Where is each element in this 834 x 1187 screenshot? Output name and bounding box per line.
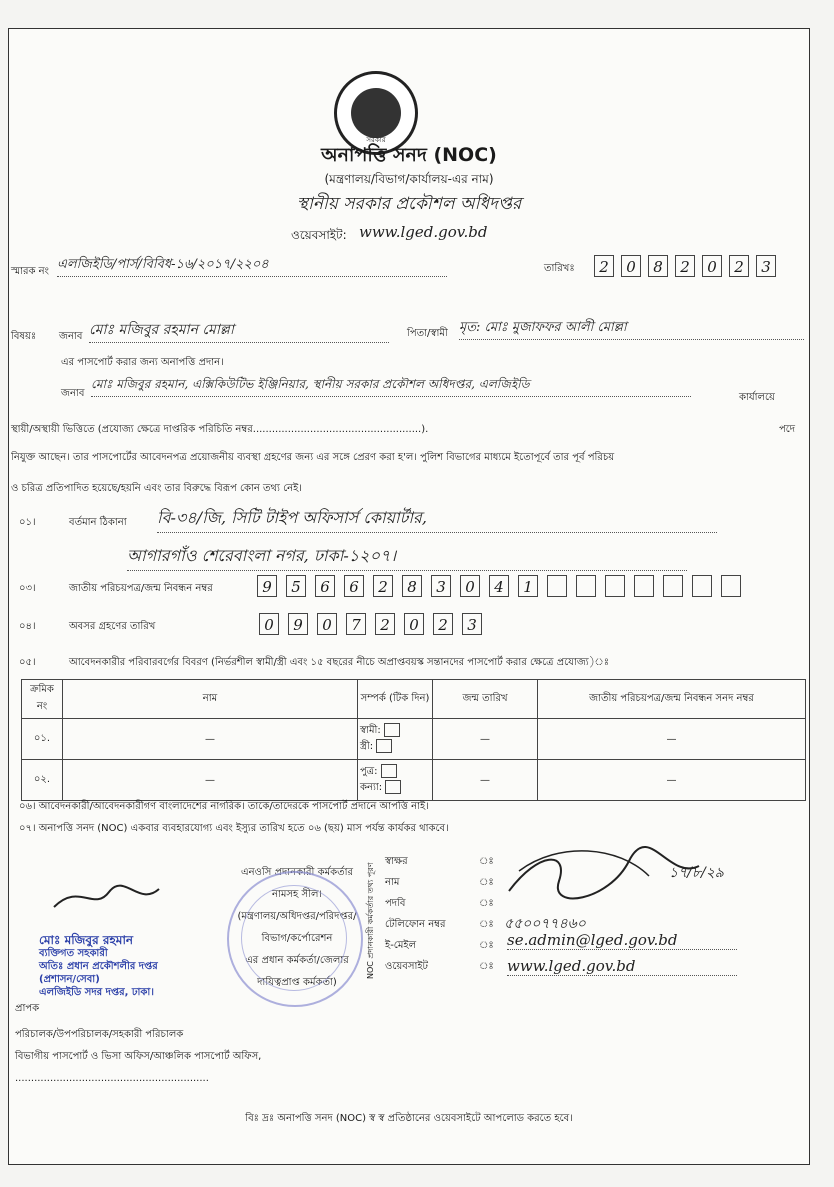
relation-option: স্ত্রী: xyxy=(360,741,374,752)
address-line2: আগারগাঁও শেরেবাংলা নগর, ঢাকা-১২০৭। xyxy=(127,543,687,571)
website-label: ওয়েবসাইট: xyxy=(291,228,347,242)
nid-digit-box xyxy=(605,575,625,597)
row-relation xyxy=(358,760,433,801)
recipient-line1: পরিচালক/উপপরিচালক/সহকারী পরিচালক xyxy=(15,1029,184,1040)
table-row xyxy=(22,719,806,760)
header-dob: জন্ম তারিখ xyxy=(433,680,538,719)
applicant-name: মোঃ মজিবুর রহমান মোল্লা xyxy=(89,318,389,343)
office-round-stamp-inner xyxy=(241,885,347,991)
line3-label: জনাব xyxy=(61,388,85,399)
office-suffix: কার্যালয়ে xyxy=(739,392,775,403)
note-6: ০৬। আবেদনকারী/আবেদনকারীগণ বাংলাদেশের নাগরিক। তাকে/তাদেরকে পাসপোর্ট প্রদানে আপত্তি নাই। xyxy=(19,801,429,812)
stamp-name: মোঃ মজিবুর রহমান xyxy=(39,933,134,947)
recipient-line2: বিভাগীয় পাসপোর্ট ও ভিসা অফিস/আঞ্চলিক পাসপোর্ট অফিস, xyxy=(15,1051,262,1062)
header-name: নাম xyxy=(63,680,358,719)
item4-label: অবসর গ্রহণের তারিখ xyxy=(69,621,156,632)
nid-digit-box: 1 xyxy=(518,575,538,597)
field-name-label: নাম xyxy=(385,877,400,888)
nid-digit-box: 0 xyxy=(460,575,480,597)
nid-digit-box: 2 xyxy=(373,575,393,597)
website-value: www.lged.gov.bd xyxy=(359,223,488,241)
table-row xyxy=(22,760,806,801)
field-post-label: পদবি xyxy=(385,898,406,909)
footer-note: বিঃ দ্রঃ অনাপত্তি সনদ (NOC) স্ব স্ব প্রতিষ্ঠানের ওয়েবসাইটে আপলোড করতে হবে। xyxy=(245,1113,573,1124)
post-suffix: পদে xyxy=(779,424,796,435)
stamp-post: ব্যক্তিগত সহকারী xyxy=(39,948,108,959)
field-phone-label: টেলিফোন নম্বর xyxy=(385,919,446,930)
retire-digit-box: 3 xyxy=(462,613,482,635)
retire-digit-box: 2 xyxy=(375,613,395,635)
row-nid: — xyxy=(538,760,806,801)
father-name: মৃত: মোঃ মুজাফফর আলী মোল্লা xyxy=(459,318,804,340)
nid-digit-box: 4 xyxy=(489,575,509,597)
field-web-label: ওয়েবসাইট xyxy=(385,961,428,972)
relation-option: কন্যা: xyxy=(360,782,383,793)
field-email-label: ই-মেইল xyxy=(385,940,417,951)
relation-option: স্বামী: xyxy=(360,725,381,736)
memo-value: এলজিইডি/পার্স/বিবিধ-১৬/২০১৭/২২০৪ xyxy=(57,255,447,277)
nid-digit-box: 8 xyxy=(402,575,422,597)
recipient-line3: ............................................................. xyxy=(15,1073,209,1084)
issuer-desc-line: দায়িত্বপ্রাপ্ত কর্মকর্তা) xyxy=(257,977,337,988)
item3-label: জাতীয় পরিচয়পত্র/জন্ম নিবন্ধন নম্বর xyxy=(69,583,213,594)
family-table xyxy=(21,679,806,801)
date-digit-box: 2 xyxy=(594,255,614,277)
document-subtitle: (মন্ত্রণালয়/বিভাগ/কার্যালয়-এর নাম) xyxy=(324,172,494,186)
retire-digit-box: 0 xyxy=(317,613,337,635)
date-label: তারিখঃ xyxy=(544,263,575,274)
stamp-extra: (প্রশাসন/সেবা) xyxy=(39,974,100,985)
issuer-fields xyxy=(385,851,446,977)
nid-digit-box xyxy=(547,575,567,597)
seal-emblem-icon xyxy=(351,88,401,138)
relation-checkbox[interactable] xyxy=(385,780,401,794)
row-name: — xyxy=(63,760,358,801)
issuer-desc-line: এনওসি প্রদানকারী কর্মকর্তার xyxy=(240,867,354,878)
header-nid: জাতীয় পরিচয়পত্র/জন্ম নিবন্ধন সনদ নম্বর xyxy=(538,680,806,719)
assistant-stamp xyxy=(39,934,158,999)
nid-digit-box: 3 xyxy=(431,575,451,597)
relation-checkbox[interactable] xyxy=(384,723,400,737)
item5-label: আবেদনকারীর পরিবারবর্গের বিবরণ (নির্ভরশীল স্বামী/স্ত্রী এবং ১৫ বছরের নীচে অপ্রাপ্তবয়স্ক সন্তানদের পাসপোর্ট করার ক্ষেত্রে প্রযোজ্য)ঃ xyxy=(69,657,610,668)
nid-digit-box: 5 xyxy=(286,575,306,597)
recipient-label: প্রাপক xyxy=(15,1003,40,1014)
issuer-desc-line: বিভাগ/কর্পোরেশন xyxy=(261,933,333,944)
date-digit-box: 3 xyxy=(756,255,776,277)
row-serial: ০২. xyxy=(22,760,63,801)
relation-checkbox[interactable] xyxy=(381,764,397,778)
retire-digit-box: 7 xyxy=(346,613,366,635)
stamp-address: এলজিইডি সদর দপ্তর, ঢাকা। xyxy=(39,987,154,998)
mr-label: জনাব xyxy=(59,331,83,342)
issuer-desc-line: (মন্ত্রণালয়/অধিদপ্তর/পরিদপ্তর/ xyxy=(237,911,357,922)
nid-digit-box xyxy=(634,575,654,597)
post-line: স্থায়ী/অস্থায়ী ভিত্তিতে (প্রযোজ্য ক্ষেত্রে দাপ্তরিক পরিচিতি নম্বর.....................................................). xyxy=(11,424,429,435)
header-relation: সম্পর্ক (টিক দিন) xyxy=(358,680,433,719)
office-name: স্থানীয় সরকার প্রকৌশল অধিদপ্তর xyxy=(296,194,522,214)
seal-text: সরকার xyxy=(366,136,386,144)
applicant-office: মোঃ মজিবুর রহমান, এক্সিকিউটিভ ইঞ্জিনিয়ার, স্থানীয় সরকার প্রকৌশল অধিদপ্তর, এলজিইডি xyxy=(91,376,691,397)
item4-number: ০৪। xyxy=(19,621,36,632)
paragraph-1: নিযুক্ত আছেন। তার পাসপোর্টের আবেদনপত্র প্রয়োজনীয় ব্যবস্থা গ্রহণের জন্য এর সঙ্গে প্রেরণ করা হ'ল। পুলিশ বিভাগের মাধ্যমে ইতোপূর্বে তার পূর্ব পরিচয় xyxy=(11,452,615,463)
nid-digit-box xyxy=(576,575,596,597)
header-serial: ক্রমিক নং xyxy=(22,680,63,719)
row-name: — xyxy=(63,719,358,760)
nid-digit-box xyxy=(692,575,712,597)
date-digit-box: 2 xyxy=(729,255,749,277)
paragraph-2: ও চরিত্র প্রতিপাদিত হয়েছে/হয়নি এবং তার বিরুদ্ধে বিরূপ কোন তথ্য নেই। xyxy=(11,483,302,494)
issuer-desc-line: এর প্রধান কর্মকর্তা/জেলার xyxy=(245,955,349,966)
row-relation xyxy=(358,719,433,760)
retire-digit-box: 0 xyxy=(259,613,279,635)
item1-number: ০১। xyxy=(19,517,36,528)
item1-label: বর্তমান ঠিকানা xyxy=(69,517,127,528)
stamp-office: অতিঃ প্রধান প্রকৌশলীর দপ্তর xyxy=(39,961,158,972)
retire-digit-box: 9 xyxy=(288,613,308,635)
subject-line2: এর পাসপোর্ট করার জন্য অনাপত্তি প্রদান। xyxy=(61,357,224,368)
date-digit-box: 0 xyxy=(702,255,722,277)
assistant-signature xyxy=(49,877,169,917)
nid-digit-box: 6 xyxy=(315,575,335,597)
field-sign-label: স্বাক্ষর xyxy=(385,856,408,867)
row-serial: ০১. xyxy=(22,719,63,760)
nid-digit-box: 9 xyxy=(257,575,277,597)
phone-value: ৫৫০০৭৭৪৬০ xyxy=(504,916,586,932)
relation-checkbox[interactable] xyxy=(376,739,392,753)
retire-digit-box: 2 xyxy=(433,613,453,635)
row-nid: — xyxy=(538,719,806,760)
date-digit-box: 0 xyxy=(621,255,641,277)
issuer-desc-line: নামসহ সীল। xyxy=(272,889,322,900)
item5-number: ০৫। xyxy=(19,657,36,668)
item3-number: ০৩। xyxy=(19,583,36,594)
website-field-value: www.lged.gov.bd xyxy=(507,957,737,976)
retire-digit-box: 0 xyxy=(404,613,424,635)
relation-option: পুত্র: xyxy=(360,766,378,777)
noc-document xyxy=(8,28,810,1165)
signature-date: ১৭/৮/২৯ xyxy=(669,865,724,881)
father-label: পিতা/স্বামী xyxy=(407,328,448,339)
date-digit-box: 8 xyxy=(648,255,668,277)
row-dob: — xyxy=(433,719,538,760)
subject-label: বিষয়ঃ xyxy=(11,331,37,342)
row-dob: — xyxy=(433,760,538,801)
nid-digit-box: 6 xyxy=(344,575,364,597)
vertical-label: NOC প্রদানকারী কর্মকর্তার তথ্য পূরণ xyxy=(366,862,375,979)
address-line1: বি-৩৪/জি, সিটি টাইপ অফিসার্স কোয়ার্টার, xyxy=(157,505,717,533)
nid-digit-box xyxy=(663,575,683,597)
date-digit-box: 2 xyxy=(675,255,695,277)
issuer-colons: ঃ ঃ ঃ ঃ ঃ ঃ xyxy=(479,856,494,972)
memo-label: স্মারক নং xyxy=(11,266,49,277)
nid-digit-box xyxy=(721,575,741,597)
document-title: অনাপত্তি সনদ (NOC) xyxy=(321,144,497,166)
email-value: se.admin@lged.gov.bd xyxy=(507,931,737,950)
note-7: ০৭। অনাপত্তি সনদ (NOC) একবার ব্যবহারযোগ্য এবং ইস্যুর তারিখ হতে ০৬ (ছয়) মাস পর্যন্ত কার্যকর থাকবে। xyxy=(19,823,449,834)
